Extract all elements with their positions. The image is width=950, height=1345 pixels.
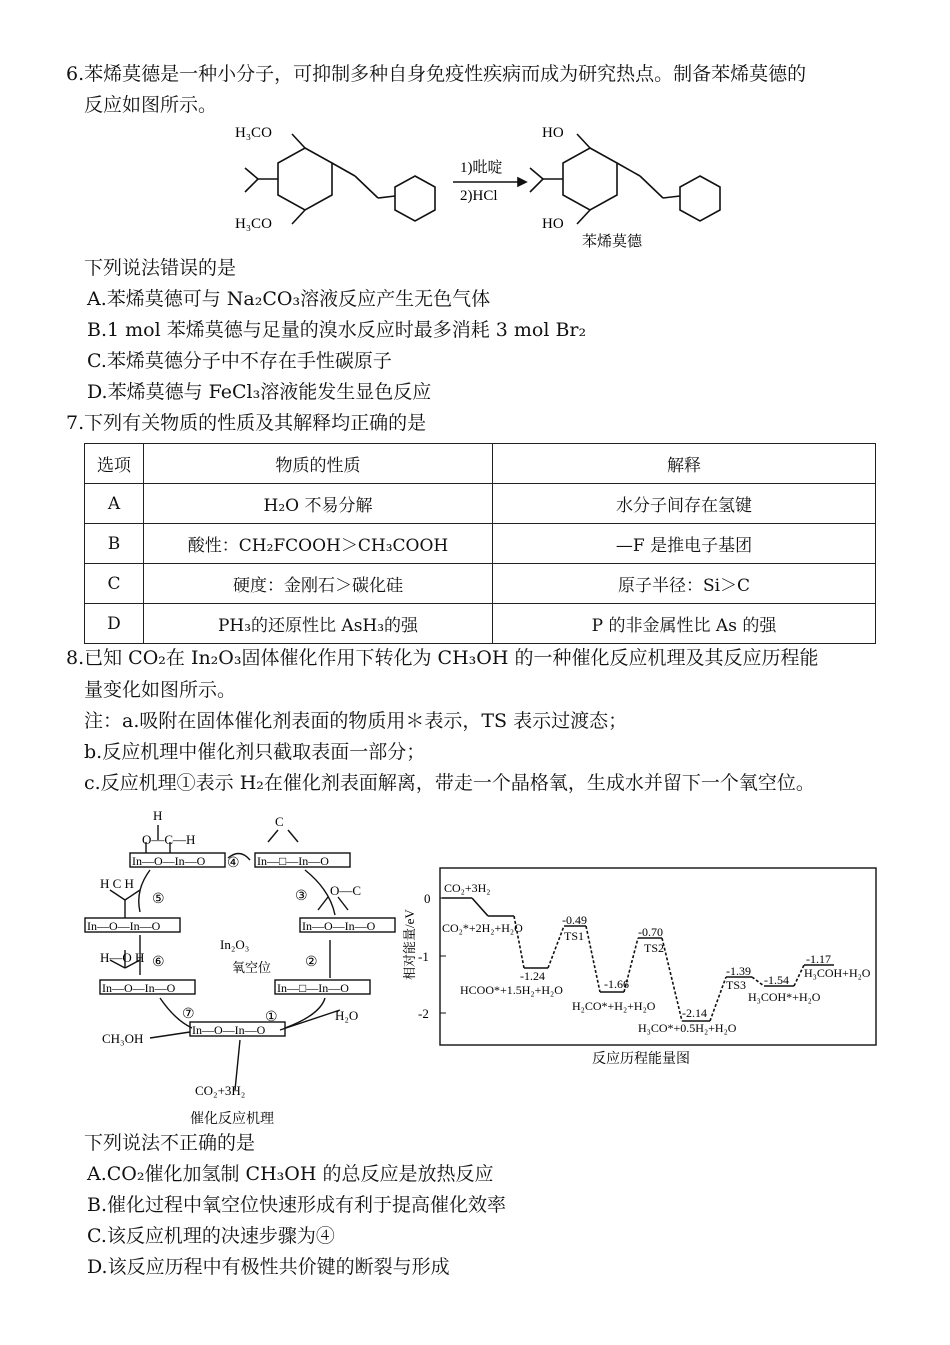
- q8-option-a: A.CO₂催化加氢制 CH₃OH 的总反应是放热反应: [87, 1163, 494, 1185]
- q6-option-b: B.1 mol 苯烯莫德与足量的溴水反应时最多消耗 3 mol Br₂: [87, 319, 587, 341]
- q7-cell: D: [85, 604, 144, 644]
- q7-cell: A: [85, 484, 144, 524]
- q7-header-explanation: 解释: [493, 444, 876, 484]
- mech-formate: O—C—H: [142, 832, 196, 847]
- q7-cell: P 的非金属性比 As 的强: [493, 604, 876, 644]
- q7-cell: 硬度：金刚石＞碳化硅: [144, 564, 493, 604]
- ytick-2: -2: [418, 1006, 429, 1021]
- product-phenyl-ring: [680, 176, 720, 221]
- state-label: TS2: [644, 941, 665, 955]
- reagent-2: 2)HCl: [460, 188, 498, 204]
- state-value: -1.24: [520, 969, 545, 983]
- q6-option-c: C.苯烯莫德分子中不存在手性碳原子: [87, 350, 392, 372]
- mech-H-top: H: [153, 808, 163, 823]
- q7-stem: 7.下列有关物质的性质及其解释均正确的是: [66, 412, 427, 434]
- product-name: 苯烯莫德: [582, 234, 643, 250]
- step-1: ①: [265, 1010, 278, 1025]
- reactant-bottom-substituent: H₃CO: [235, 216, 272, 232]
- state-value: -1.39: [726, 964, 751, 978]
- mech-vacancy: 氧空位: [232, 960, 272, 975]
- mech-caption: 催化反应机理: [190, 1112, 274, 1127]
- mech-H2CO: H C H: [100, 876, 134, 891]
- surface-3: In—O—In—O: [87, 919, 161, 933]
- state-label: H₃CO*+0.5H₂+H₂O: [638, 1021, 737, 1035]
- state-value: -1.54: [764, 973, 789, 987]
- surface-6: In—□—In—O: [277, 981, 349, 995]
- step-4: ④: [227, 856, 240, 871]
- mech-OCO: O—C: [330, 883, 362, 898]
- reactant-top-substituent: H₃CO: [235, 125, 272, 141]
- state-value: -1.66: [604, 977, 629, 991]
- table-row: [85, 484, 876, 524]
- mech-product: CH₃OH: [102, 1031, 144, 1046]
- step-7: ⑦: [182, 1007, 195, 1022]
- state-label: H₂CO*+H₂+H₂O: [572, 999, 656, 1013]
- mech-catalyst: In₂O₃: [220, 937, 250, 952]
- q7-cell: H₂O 不易分解: [144, 484, 493, 524]
- state-value: -0.70: [638, 925, 663, 939]
- q8-question: 下列说法不正确的是: [84, 1132, 256, 1154]
- q6-stem-line1: 6.苯烯莫德是一种小分子，可抑制多种自身免疫性疾病而成为研究热点。制备苯烯莫德的: [66, 63, 807, 85]
- q8-note-c: c.反应机理①表示 H₂在催化剂表面解离，带走一个晶格氧，生成水并留下一个氧空位。: [84, 772, 815, 794]
- energy-diagram: [400, 860, 880, 1070]
- product-top-substituent: HO: [542, 125, 564, 141]
- reactant-ring: [278, 148, 332, 210]
- q8-stem-line1: 8.已知 CO₂在 In₂O₃固体催化作用下转化为 CH₃OH 的一种催化反应机理及其反应历程能: [66, 647, 819, 669]
- state-value: -0.49: [562, 913, 587, 927]
- energy-caption: 反应历程能量图: [592, 1052, 690, 1067]
- q7-header-property: 物质的性质: [144, 444, 493, 484]
- mechanism-diagram: [80, 800, 400, 1130]
- state-label: HCOO*+1.5H₂+H₂O: [460, 983, 563, 997]
- step-3: ③: [295, 889, 308, 904]
- q6-option-d: D.苯烯莫德与 FeCl₃溶液能发生显色反应: [87, 381, 432, 403]
- reagent-1: 1)吡啶: [460, 160, 503, 176]
- state-label: H₃COH+H₂O: [804, 966, 871, 980]
- q7-cell: C: [85, 564, 144, 604]
- mech-feed: CO₂+3H₂: [195, 1083, 246, 1098]
- q7-cell: 原子半径：Si＞C: [493, 564, 876, 604]
- q6-question: 下列说法错误的是: [84, 257, 237, 279]
- q8-option-c: C.该反应机理的决速步骤为④: [87, 1225, 335, 1247]
- step-5: ⑤: [152, 892, 165, 907]
- mech-water: H₂O: [335, 1008, 359, 1023]
- surface-1: In—O—In—O: [132, 854, 206, 868]
- reactant-phenyl-ring: [395, 176, 435, 221]
- q7-cell: —F 是推电子基团: [493, 524, 876, 564]
- step-2: ②: [305, 955, 318, 970]
- q7-cell: 水分子间存在氢键: [493, 484, 876, 524]
- product-bottom-substituent: HO: [542, 216, 564, 232]
- q6-reaction-scheme: [220, 118, 740, 253]
- q7-header-row: [85, 444, 876, 484]
- product-ring: [563, 148, 617, 210]
- state-label: CO₂*+2H₂+H₂O: [442, 921, 523, 935]
- table-row: [85, 564, 876, 604]
- q7-table: [84, 443, 876, 644]
- q8-option-d: D.该反应历程中有极性共价键的断裂与形成: [87, 1256, 450, 1278]
- q7-header-option: 选项: [85, 444, 144, 484]
- q7-cell: 酸性：CH₂FCOOH＞CH₃COOH: [144, 524, 493, 564]
- q8-note-a: 注：a.吸附在固体催化剂表面的物质用＊表示，TS 表示过渡态；: [84, 710, 628, 732]
- state-value: -2.14: [682, 1006, 707, 1020]
- q8-option-b: B.催化过程中氧空位快速形成有利于提高催化效率: [87, 1194, 507, 1216]
- surface-2: In—□—In—O: [257, 854, 329, 868]
- surface-5: In—O—In—O: [102, 981, 176, 995]
- ytick-1: -1: [418, 949, 429, 964]
- surface-7: In—O—In—O: [192, 1023, 266, 1037]
- step-6: ⑥: [152, 955, 165, 970]
- q7-cell: B: [85, 524, 144, 564]
- state-label: TS3: [726, 978, 747, 992]
- table-row: [85, 604, 876, 644]
- q6-stem-line2: 反应如图所示。: [84, 94, 218, 116]
- state-label: TS1: [564, 929, 585, 943]
- mech-H3CO: H—O H: [100, 950, 145, 965]
- state-label: CO₂+3H₂: [444, 881, 491, 895]
- surface-4: In—O—In—O: [302, 919, 376, 933]
- q7-cell: PH₃的还原性比 AsH₃的强: [144, 604, 493, 644]
- state-value: -1.17: [806, 952, 831, 966]
- energy-ylabel: 相对能量/eV: [402, 909, 417, 980]
- state-label: H₃COH*+H₂O: [748, 990, 821, 1004]
- ytick-0: 0: [424, 891, 431, 906]
- q6-option-a: A.苯烯莫德可与 Na₂CO₃溶液反应产生无色气体: [87, 288, 491, 310]
- q8-stem-line2: 量变化如图所示。: [84, 679, 237, 701]
- q8-note-b: b.反应机理中催化剂只截取表面一部分；: [84, 741, 426, 763]
- table-row: [85, 524, 876, 564]
- mech-C-top: C: [275, 814, 284, 829]
